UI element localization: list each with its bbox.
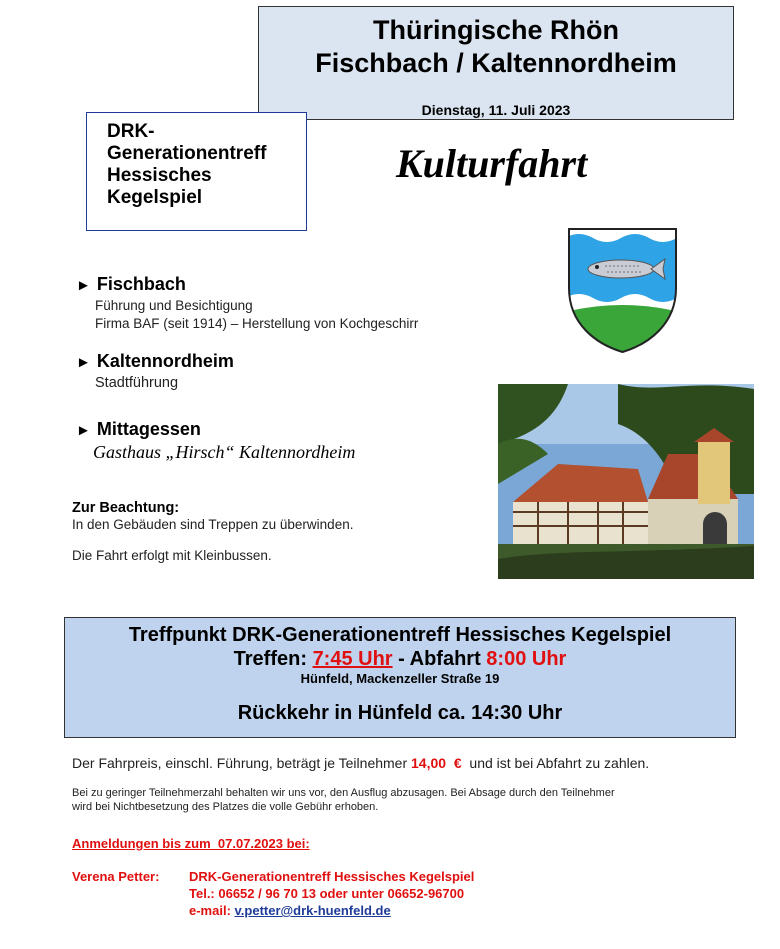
item-heading-text: Mittagessen <box>96 419 201 439</box>
org-line-2: Generationentreff <box>107 143 267 164</box>
list-item <box>76 351 234 392</box>
note-section <box>72 500 353 563</box>
header-box <box>258 6 734 120</box>
item-heading-text: Kaltennordheim <box>96 351 234 371</box>
header-line-1: Thüringische Rhön <box>373 15 619 45</box>
registration-deadline: Anmeldungen bis zum 07.07.2023 bei: <box>72 836 310 851</box>
meeting-address: Hünfeld, Mackenzeller Straße 19 <box>300 671 500 686</box>
item-sub-2: Firma BAF (seit 1914) – Herstellung von Kochgeschirr <box>95 316 419 331</box>
note-text-1: In den Gebäuden sind Treppen zu überwinden. <box>72 517 354 532</box>
item-sub-1: Stadtführung <box>95 375 179 391</box>
org-line-3: Hessisches <box>107 165 212 186</box>
meeting-box <box>64 617 736 738</box>
page-title: Kulturfahrt <box>396 141 588 186</box>
coat-of-arms-image <box>565 226 680 354</box>
small-print-line-2: wird bei Nichtbesetzung des Platzes die volle Gebühr erhoben. <box>72 801 379 813</box>
small-print-line-1: Bei zu geringer Teilnehmerzahl behalten wir uns vor, den Ausflug abzusagen. Bei Absage durch den Teilnehmer <box>72 787 615 799</box>
item-heading-text: Fischbach <box>96 274 186 294</box>
list-item <box>76 274 418 333</box>
arrow-right-icon: ► <box>76 354 91 371</box>
depart-time: 8:00 Uhr <box>486 648 567 670</box>
contact-org: DRK-Generationentreff Hessisches Kegelspiel <box>189 869 475 884</box>
arrow-right-icon: ► <box>76 277 91 294</box>
price-suffix: und ist bei Abfahrt zu zahlen. <box>461 755 650 771</box>
note-text-2: Die Fahrt erfolgt mit Kleinbussen. <box>72 548 272 563</box>
price-prefix: Der Fahrpreis, einschl. Führung, beträgt je Teilnehmer <box>72 755 412 771</box>
building-photo <box>498 384 754 579</box>
org-line-4: Kegelspiel <box>107 187 203 208</box>
item-heading <box>76 274 418 295</box>
item-heading <box>76 351 234 372</box>
price-amount: 14,00 € <box>411 755 462 771</box>
note-heading: Zur Beachtung: <box>72 500 180 516</box>
meet-time: 7:45 Uhr <box>312 648 393 670</box>
item-heading <box>76 419 355 440</box>
small-print <box>72 786 752 814</box>
header-title <box>259 14 733 80</box>
contact-block <box>72 868 474 919</box>
item-sub-1: Gasthaus „Hirsch“ Kaltennordheim <box>93 442 356 462</box>
contact-tel: Tel.: 06652 / 96 70 13 oder unter 06652-96700 <box>189 886 465 901</box>
list-item <box>76 419 355 463</box>
org-line-1: DRK- <box>107 121 155 142</box>
meeting-place: Treffpunkt DRK-Generationentreff Hessisches Kegelspiel <box>128 624 672 646</box>
price-text <box>72 755 649 771</box>
return-time: Rückkehr in Hünfeld ca. 14:30 Uhr <box>237 702 563 724</box>
org-box <box>86 112 307 231</box>
depart-prefix: - Abfahrt <box>392 648 487 670</box>
meeting-times <box>65 648 735 671</box>
arrow-right-icon: ► <box>76 422 91 439</box>
item-sub-1: Führung und Besichtigung <box>95 298 253 313</box>
header-date: Dienstag, 11. Juli 2023 <box>421 102 571 118</box>
contact-email-label: e-mail: <box>189 903 235 918</box>
contact-label: Verena Petter: <box>72 869 160 884</box>
meet-prefix: Treffen: <box>233 648 313 670</box>
contact-email-link[interactable]: v.petter@drk-huenfeld.de <box>234 903 391 918</box>
header-line-2: Fischbach / Kaltennordheim <box>315 48 677 78</box>
